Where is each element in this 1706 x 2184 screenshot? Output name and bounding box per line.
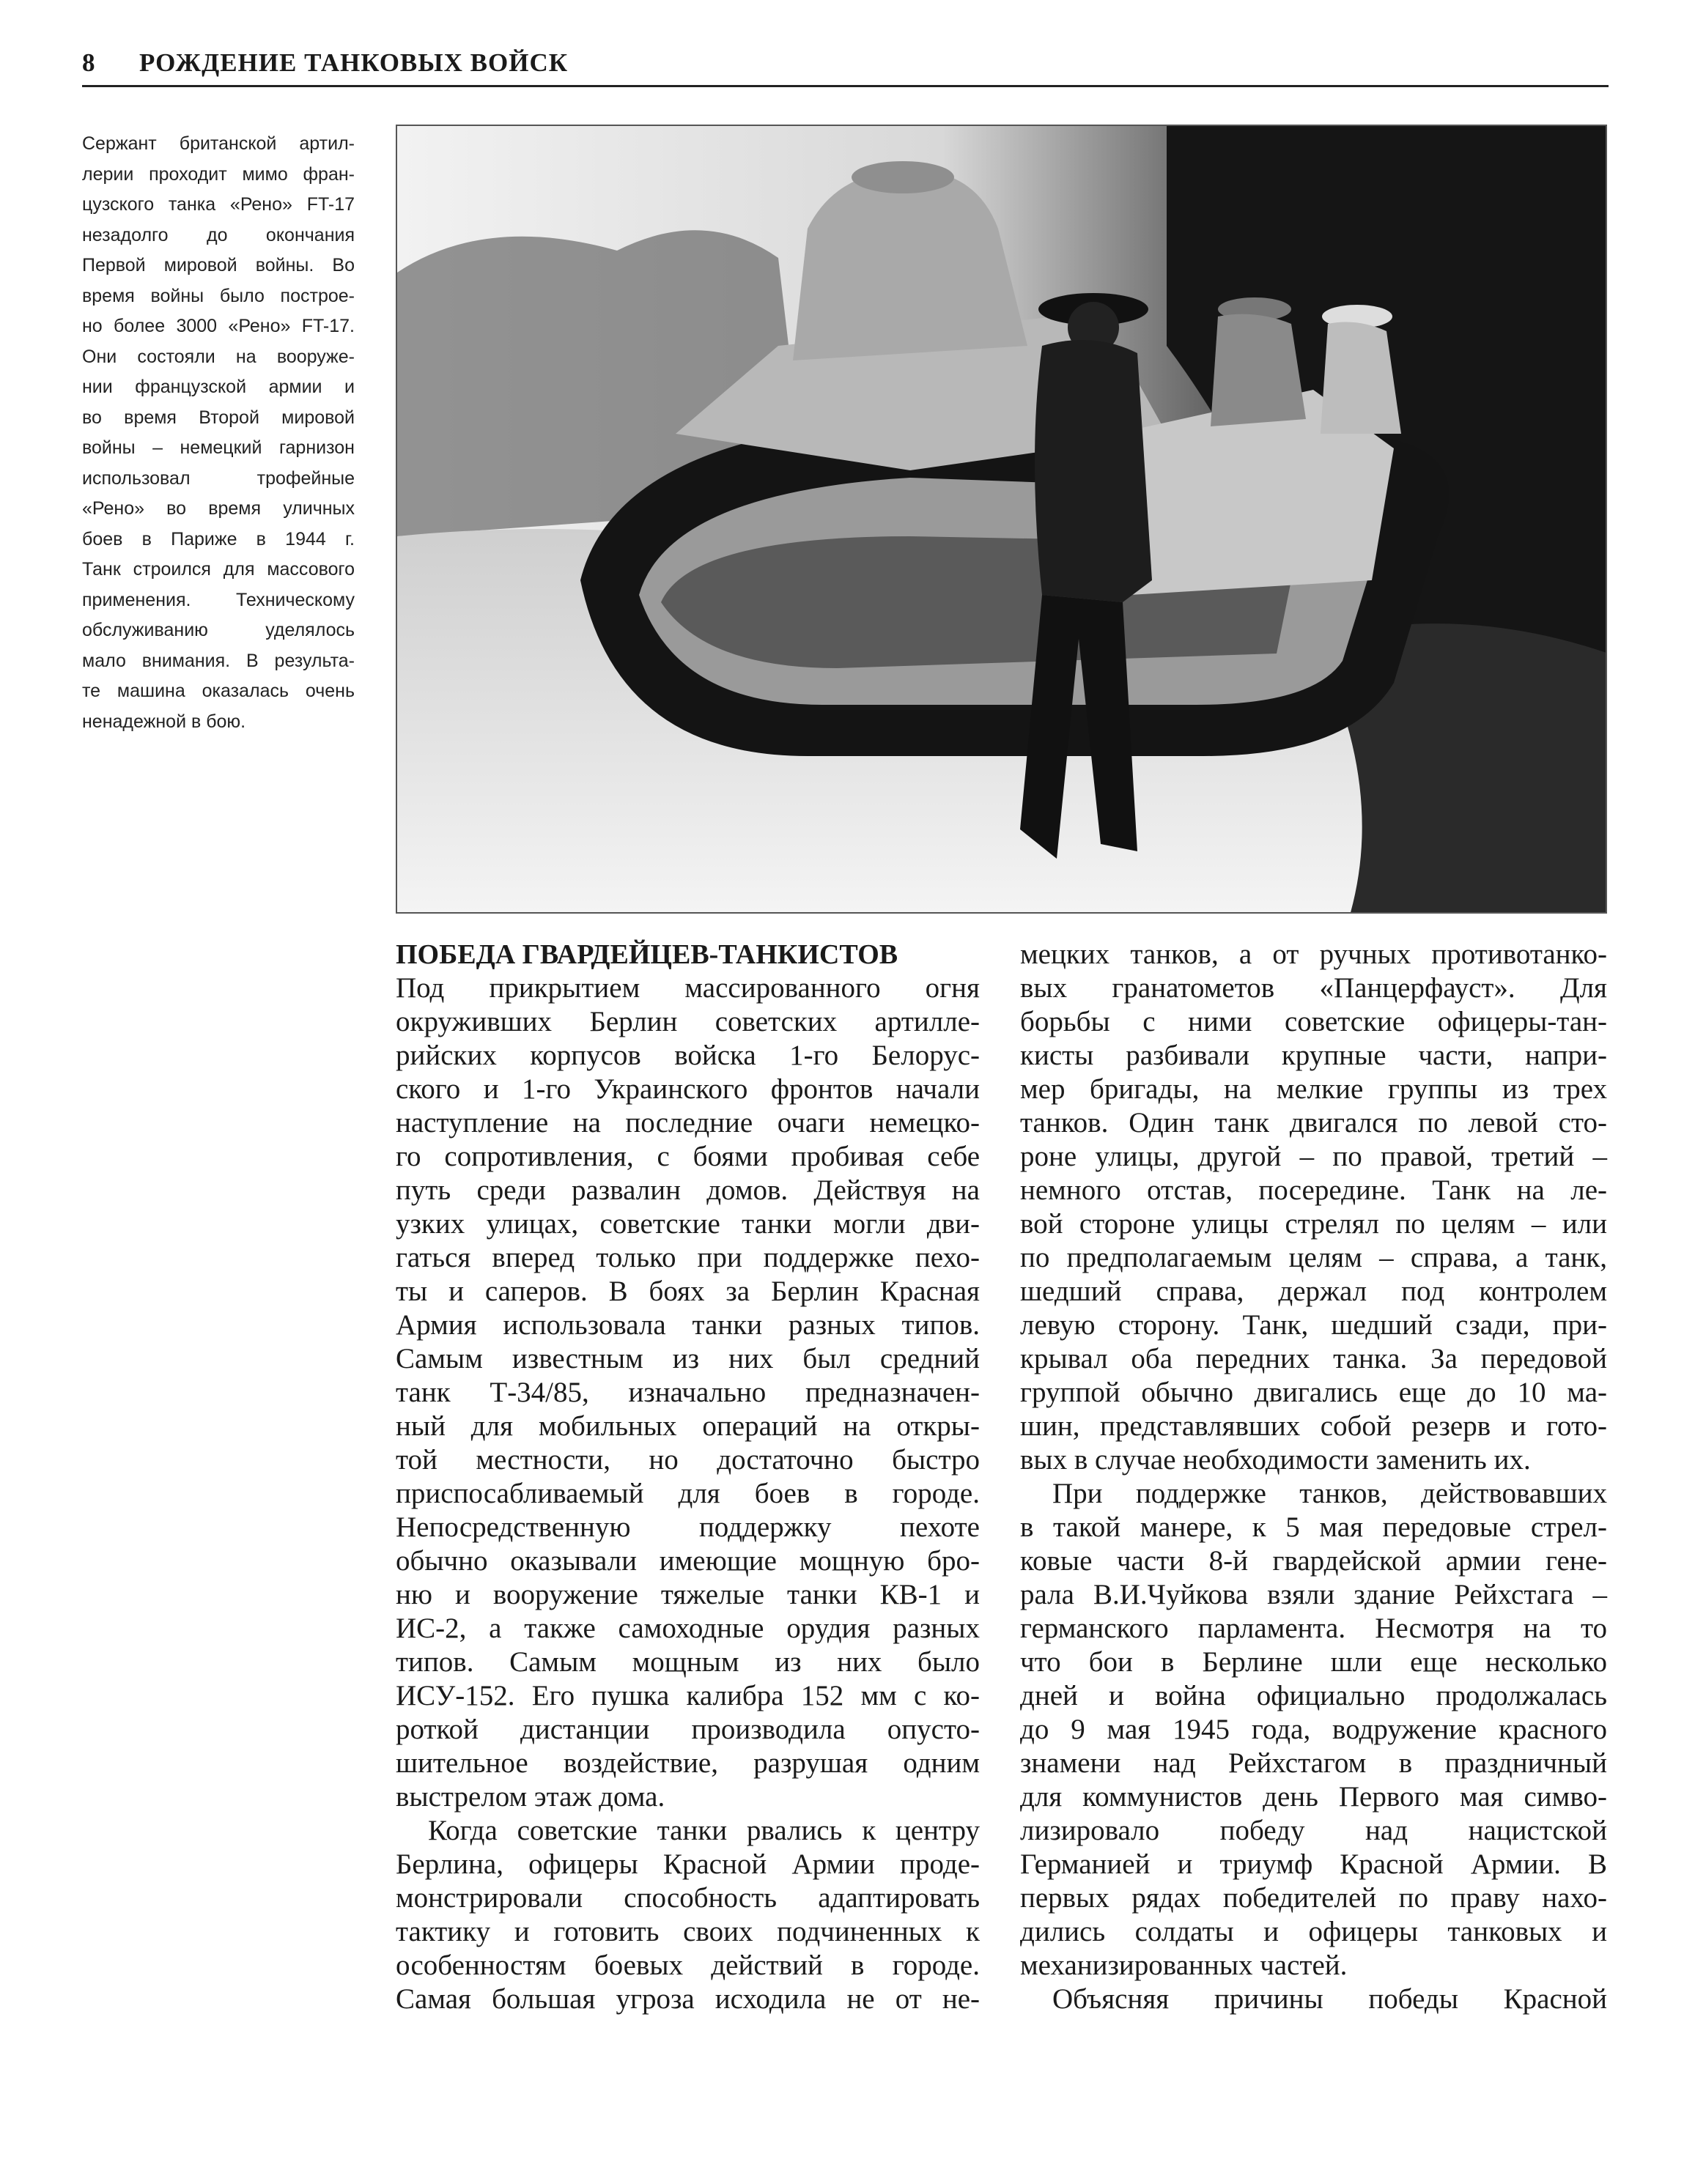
header-rule (82, 85, 1609, 87)
text-line: Армия использовала танки разных типов. (396, 1309, 980, 1341)
caption-line: ненадежной в бою. (82, 711, 246, 732)
text-line: обычно оказывали имеющие мощную бро- (396, 1545, 980, 1577)
text-line: Объясняя причины победы Красной (1052, 1983, 1607, 2015)
text-line: узких улицах, советские танки могли дви- (396, 1208, 980, 1240)
text-line: Самым известным из них был средний (396, 1343, 980, 1374)
text-line: Непосредственную поддержку пехоте (396, 1511, 980, 1543)
text-line: рийских корпусов войска 1-го Белорус- (396, 1040, 980, 1071)
caption-line: незадолго до окончания (82, 224, 355, 245)
text-line: ковые части 8-й гвардейской армии гене- (1020, 1545, 1607, 1577)
text-line: что бои в Берлине шли еще несколько (1020, 1646, 1607, 1678)
caption-line: использовал трофейные (82, 467, 355, 489)
text-line: лизировало победу над нацистской (1020, 1815, 1607, 1846)
text-line: в такой манере, к 5 мая передовые стрел- (1020, 1511, 1607, 1543)
caption-line: мало внимания. В результа- (82, 650, 355, 671)
photo-caption (82, 129, 355, 737)
caption-line: боев в Париже в 1944 г. (82, 528, 355, 549)
paragraph (396, 1814, 980, 2016)
text-line: первых рядах победителей по праву нахо- (1020, 1882, 1607, 1914)
text-line: ты и саперов. В боях за Берлин Красная (396, 1276, 980, 1307)
text-line: механизированных частей. (1020, 1950, 1348, 1981)
text-line: левую сторону. Танк, шедший сзади, при- (1020, 1309, 1607, 1341)
text-line: вых в случае необходимости заменить их. (1020, 1444, 1531, 1476)
caption-line: те машина оказалась очень (82, 681, 355, 701)
text-line: вой стороне улицы стрелял по целям – или (1020, 1208, 1607, 1240)
text-line: германского парламента. Несмотря на то (1020, 1613, 1607, 1644)
text-line: путь среди развалин домов. Действуя на (396, 1174, 980, 1206)
text-line: шин, представлявших собой резерв и гото- (1020, 1410, 1607, 1442)
caption-line: цузского танка «Рено» FT-17 (82, 194, 355, 215)
caption-line: Танк строился для массового (82, 559, 355, 580)
text-line: борьбы с ними советские офицеры-тан- (1020, 1006, 1607, 1037)
text-line: тактику и готовить своих подчиненных к (396, 1916, 980, 1947)
text-line: окруживших Берлин советских артилле- (396, 1006, 980, 1037)
paragraph (1020, 938, 1607, 1477)
text-line: группой обычно двигались еще до 10 ма- (1020, 1377, 1607, 1408)
text-line: типов. Самым мощным из них было (396, 1646, 980, 1678)
text-line: При поддержке танков, действовавших (1052, 1478, 1607, 1509)
text-line: ню и вооружение тяжелые танки КВ-1 и (396, 1579, 980, 1610)
text-line: гаться вперед только при поддержке пехо- (396, 1242, 980, 1273)
running-header (82, 48, 568, 78)
text-line: до 9 мая 1945 года, водружение красного (1020, 1714, 1607, 1745)
caption-line: во время Второй мировой (82, 407, 355, 428)
caption-line: «Рено» во время уличных (82, 498, 355, 519)
text-line: шительное воздействие, разрушая одним (396, 1747, 980, 1779)
caption-line: Сержант британской артил- (82, 133, 355, 154)
article-heading: ПОБЕДА ГВАРДЕЙЦЕВ-ТАНКИСТОВ (396, 939, 898, 970)
page-number: 8 (82, 48, 96, 77)
text-line: выстрелом этаж дома. (396, 1781, 665, 1813)
text-line: ского и 1-го Украинского фронтов начали (396, 1073, 980, 1105)
text-line: Под прикрытием массированного огня (396, 972, 980, 1004)
text-line: шедший справа, держал под контролем (1020, 1276, 1607, 1307)
text-line: по предполагаемым целям – справа, а танк, (1020, 1242, 1607, 1273)
caption-line: Они состояли на вооруже- (82, 346, 355, 367)
article-column-left (396, 971, 980, 2016)
photo-renault-ft17-tank (396, 125, 1607, 914)
text-line: Германией и триумф Красной Армии. В (1020, 1848, 1607, 1880)
caption-line: применения. Техническому (82, 589, 355, 610)
text-line: го сопротивления, с боями пробивая себе (396, 1141, 980, 1172)
text-line: вых гранатометов «Панцерфауст». Для (1020, 972, 1607, 1004)
text-line: роткой дистанции производила опусто- (396, 1714, 980, 1745)
text-line: Самая большая угроза исходила не от не- (396, 1983, 980, 2015)
text-line: танк Т-34/85, изначально предназначен- (396, 1377, 980, 1408)
article-column-right (1020, 938, 1607, 2016)
text-line: мецких танков, а от ручных противотанко- (1020, 939, 1607, 970)
tank-photo-illustration (397, 126, 1607, 914)
text-line: наступление на последние очаги немецко- (396, 1107, 980, 1139)
paragraph (1020, 1983, 1607, 2016)
text-line: той местности, но достаточно быстро (396, 1444, 980, 1476)
text-line: Когда советские танки рвались к центру (428, 1815, 980, 1846)
paragraph (1020, 1477, 1607, 1983)
caption-line: войны – немецкий гарнизон (82, 437, 355, 458)
text-line: приспосабливаемый для боев в городе. (396, 1478, 980, 1509)
text-line: крывал оба передних танка. За передовой (1020, 1343, 1607, 1374)
caption-line: время войны было построе- (82, 285, 355, 306)
text-line: Берлина, офицеры Красной Армии проде- (396, 1848, 980, 1880)
text-line: мер бригады, на мелкие группы из трех (1020, 1073, 1607, 1105)
text-line: кисты разбивали крупные части, напри- (1020, 1040, 1607, 1071)
caption-line: Первой мировой войны. Во (82, 255, 355, 275)
caption-line: но более 3000 «Рено» FT-17. (82, 316, 355, 336)
text-line: знамени над Рейхстагом в праздничный (1020, 1747, 1607, 1779)
text-line: ИС-2, а также самоходные орудия разных (396, 1613, 980, 1644)
text-line: рала В.И.Чуйкова взяли здание Рейхстага – (1020, 1579, 1607, 1610)
running-title: РОЖДЕНИЕ ТАНКОВЫХ ВОЙСК (139, 48, 569, 77)
paragraph (396, 971, 980, 1814)
text-line: для коммунистов день Первого мая симво- (1020, 1781, 1607, 1813)
text-line: танков. Один танк двигался по левой сто- (1020, 1107, 1607, 1139)
caption-line: лерии проходит мимо фран- (82, 163, 355, 185)
text-line: особенностям боевых действий в городе. (396, 1950, 980, 1981)
text-line: роне улицы, другой – по правой, третий – (1020, 1141, 1607, 1172)
text-line: монстрировали способность адаптировать (396, 1882, 980, 1914)
text-line: дней и война официально продолжалась (1020, 1680, 1607, 1711)
caption-line: обслуживанию уделялось (82, 620, 355, 640)
caption-line: нии французской армии и (82, 377, 355, 397)
text-line: ИСУ-152. Его пушка калибра 152 мм с ко- (396, 1680, 980, 1711)
text-line: дились солдаты и офицеры танковых и (1020, 1916, 1607, 1947)
text-line: ный для мобильных операций на откры- (396, 1410, 980, 1442)
text-line: немного отстав, посередине. Танк на ле- (1020, 1174, 1607, 1206)
